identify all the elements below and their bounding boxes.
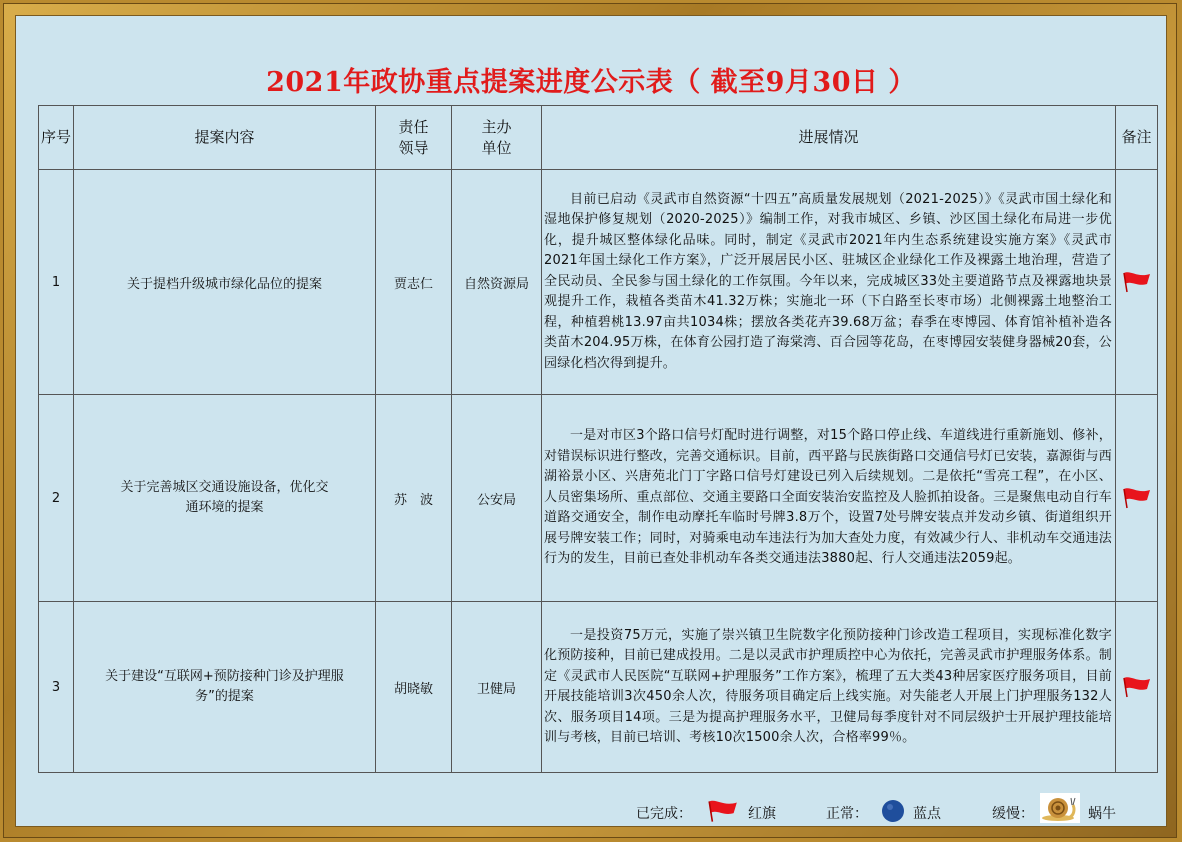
row-index: 1 — [39, 170, 74, 395]
row-leader: 苏 波 — [376, 395, 452, 602]
row-progress: 一是投资75万元，实施了崇兴镇卫生院数字化预防接种门诊改造工程项目，实现标准化数字化预防接种，目前已建成投用。二是以灵武市护理质控中心为依托，完善灵武市护理服务体系。制定《灵武市人民医院“互联网+护理服务”工作方案》，梳理了五大类43种居家医疗服务项目，目前开展技能培训3次450余人次，待服务项目确定后上线实施。对失能老人开展上门护理服务132人次、服务项目14项。三是为提高护理服务水平，卫健局每季度针对不同层级护士开展护理技能培训与考核，目前已培训、考核10次1500余人次，合格率99％。 — [542, 602, 1116, 773]
row-content: 关于完善城区交通设施设备，优化交通环境的提案 — [74, 395, 376, 602]
legend-done-label: 已完成： — [636, 806, 692, 822]
legend-done-name: 红旗 — [748, 806, 776, 822]
header-leader: 责任领导 — [376, 106, 452, 170]
red-flag-icon — [1121, 271, 1153, 293]
red-flag-icon — [1121, 676, 1153, 698]
table-row — [39, 602, 1158, 773]
proposal-table — [38, 105, 1158, 773]
table-row — [39, 170, 1158, 395]
row-content: 关于建设“互联网+预防接种门诊及护理服务”的提案 — [74, 602, 376, 773]
header-unit: 主办单位 — [452, 106, 542, 170]
row-remark — [1116, 395, 1158, 602]
row-remark — [1116, 602, 1158, 773]
legend-slow-name: 蜗牛 — [1088, 806, 1116, 822]
legend-slow-label: 缓慢： — [992, 806, 1034, 822]
row-leader: 胡晓敏 — [376, 602, 452, 773]
red-flag-icon — [1121, 487, 1153, 509]
wooden-frame — [3, 3, 1177, 838]
row-progress: 目前已启动《灵武市自然资源“十四五”高质量发展规划（2021-2025）》《灵武市国土绿化和湿地保护修复规划（2020-2025）》编制工作，对我市城区、乡镇、沙区国土绿化布局进一步优化，提升城区整体绿化品味。同时，制定《灵武市2021年内生态系统建设实施方案》《灵武市2021年国土绿化工作方案》，广泛开展居民小区、驻城区企业绿化工作及裸露土地治理，营造了全民动员、全民参与国土绿化的工作氛围。今年以来，完成城区33处主要道路节点及裸露地块景观提升工作，栽植各类苗木41.32万株；实施北一环（下白路至长枣市场）北侧裸露土地整治工程，种植碧桃13.97亩共1034株；摆放各类花卉39.68万盆；春季在枣博园、体育馆补植补造各类苗木204.95万株，在体育公园打造了海棠湾、百合园等花岛，在枣博园安装健身器械20套，公园绿化档次得到提升。 — [542, 170, 1116, 395]
legend-normal-label: 正常： — [826, 806, 868, 822]
row-unit: 自然资源局 — [452, 170, 542, 395]
snail-icon — [1040, 793, 1080, 823]
blue-dot-icon — [880, 798, 906, 824]
header-progress: 进展情况 — [542, 106, 1116, 170]
table-header-row — [39, 106, 1158, 170]
legend-normal-name: 蓝点 — [913, 806, 941, 822]
red-flag-icon — [706, 799, 740, 823]
row-leader: 贾志仁 — [376, 170, 452, 395]
row-index: 3 — [39, 602, 74, 773]
legend — [16, 797, 1166, 827]
header-index: 序号 — [39, 106, 74, 170]
row-index: 2 — [39, 395, 74, 602]
header-remark: 备注 — [1116, 106, 1158, 170]
row-progress: 一是对市区3个路口信号灯配时进行调整，对15个路口停止线、车道线进行重新施划、修补，对错误标识进行整改，完善交通标识。目前，西平路与民族街路口交通信号灯已安装，嘉源街与西湖裕景小区、兴唐苑北门丁字路口信号灯建设已列入后续规划。二是依托“雪亮工程”，在小区、人员密集场所、重点部位、交通主要路口全面安装治安监控及人脸抓拍设备。三是聚焦电动自行车道路交通安全，制作电动摩托车临时号牌3.8万个，设置7处号牌安装点并发动乡镇、街道组织开展号牌安装工作；同时，对骑乘电动车违法行为加大查处力度，有效减少行人、非机动车交通违法行为的发生，目前已查处非机动车各类交通违法3880起、行人交通违法2059起。 — [542, 395, 1116, 602]
row-unit: 卫健局 — [452, 602, 542, 773]
table-row — [39, 395, 1158, 602]
page-title: 2021年政协重点提案进度公示表（ 截至9月30日 ） — [266, 67, 916, 98]
row-content: 关于提档升级城市绿化品位的提案 — [74, 170, 376, 395]
board — [15, 15, 1167, 827]
row-remark — [1116, 170, 1158, 395]
header-content: 提案内容 — [74, 106, 376, 170]
row-unit: 公安局 — [452, 395, 542, 602]
